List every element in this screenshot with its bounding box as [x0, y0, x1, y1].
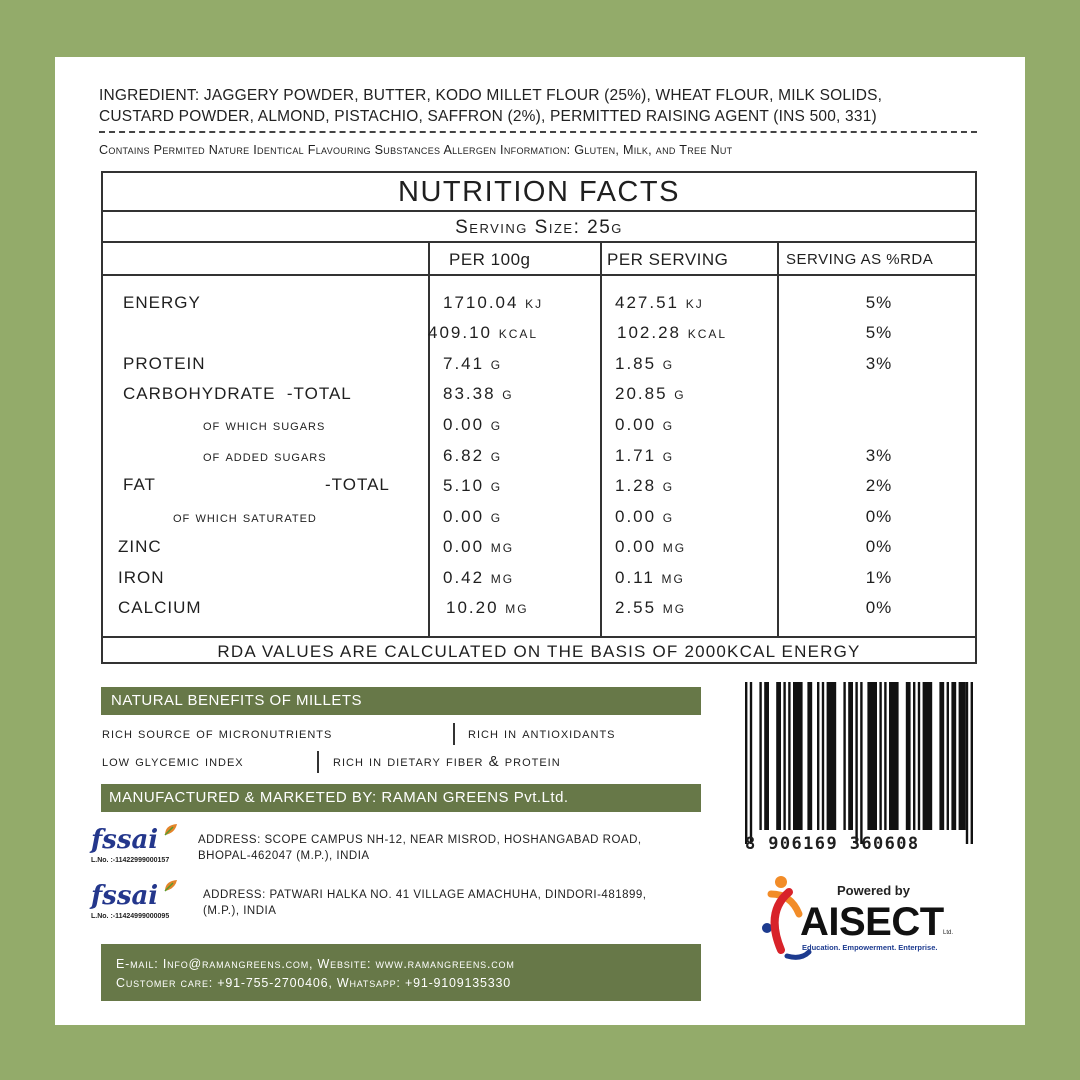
barcode-bar: [913, 682, 915, 830]
iron-rda: 1%: [865, 568, 893, 587]
row-label-iron: IRON: [118, 568, 165, 587]
barcode-bar: [867, 682, 877, 830]
energy-kj-serving: 427.51 kj: [615, 293, 704, 312]
nutrition-facts-table: [101, 171, 977, 664]
allergen-info: Contains Permited Nature Identical Flavouring Substances Allergen Information: Gluten, Milk, and Tree Nut: [99, 143, 733, 157]
contact-phone: Customer care: +91-755-2700406, Whatsapp: +91-9109135330: [116, 976, 512, 990]
barcode-bar: [855, 682, 857, 844]
row-label-calcium: CALCIUM: [118, 598, 202, 617]
fssai-logo: [91, 881, 187, 925]
address-1-line-2: BHOPAL-462047 (M.P.), INDIA: [198, 850, 370, 862]
barcode-bar: [817, 682, 819, 830]
saturated-100: 0.00 g: [443, 507, 503, 526]
label-panel: [55, 57, 1025, 1025]
iron-serving: 0.11 mg: [615, 568, 685, 587]
energy-kj-rda: 5%: [865, 293, 893, 312]
separator: [453, 723, 455, 745]
barcode-bar: [860, 682, 862, 844]
zinc-rda: 0%: [865, 537, 893, 556]
barcode-bar: [776, 682, 781, 830]
fssai-logo: [91, 825, 187, 869]
col-header-per-serving: PER SERVING: [607, 250, 729, 269]
separator: [317, 751, 319, 773]
sugars-100: 0.00 g: [443, 415, 503, 434]
barcode-bar: [918, 682, 920, 830]
serving-size: Serving Size: 25g: [455, 217, 623, 238]
contact-email-website: E-mail: Info@ramangreens.com, Website: www.ramangreens.com: [116, 957, 515, 971]
rda-footnote: RDA VALUES ARE CALCULATED ON THE BASIS OF 2000KCAL ENERGY: [217, 642, 861, 661]
benefit-item: rich in dietary fiber & protein: [333, 753, 561, 770]
row-label-zinc: ZINC: [118, 537, 162, 556]
manufacturer-heading: MANUFACTURED & MARKETED BY: RAMAN GREENS Pvt.Ltd.: [109, 789, 569, 806]
fat-rda: 2%: [865, 476, 893, 495]
barcode-bar: [971, 682, 973, 844]
barcode-bar: [745, 682, 747, 844]
row-label-carbohydrate: CARBOHYDRATE -TOTAL: [123, 384, 352, 403]
benefit-item: low glycemic index: [102, 753, 244, 770]
fat-100: 5.10 g: [443, 476, 503, 495]
calcium-100: 10.20 mg: [446, 598, 529, 617]
address-2-line-1: ADDRESS: PATWARI HALKA NO. 41 VILLAGE AMACHUHA, DINDORI-481899,: [203, 889, 647, 901]
added-sugars-serving: 1.71 g: [615, 446, 675, 465]
zinc-100: 0.00 mg: [443, 537, 515, 556]
address-2: [203, 887, 647, 919]
aisect-tagline: Education. Empowerment. Enterprise.: [802, 943, 938, 952]
divider: [103, 241, 975, 243]
fat-serving: 1.28 g: [615, 476, 675, 495]
added-sugars-100: 6.82 g: [443, 446, 503, 465]
fssai-license-number: L.No. :-11422999000157: [91, 857, 170, 864]
address-2-line-2: (M.P.), INDIA: [203, 905, 277, 917]
barcode-bar: [788, 682, 790, 830]
row-label-energy: ENERGY: [123, 293, 201, 312]
iron-100: 0.42 mg: [443, 568, 515, 587]
fssai-wordmark: fssai: [91, 825, 159, 855]
added-sugars-rda: 3%: [865, 446, 893, 465]
barcode-bar: [843, 682, 845, 830]
address-1-line-1: ADDRESS: SCOPE CAMPUS NH-12, NEAR MISROD, HOSHANGABAD ROAD,: [198, 834, 642, 846]
column-divider: [600, 241, 602, 636]
barcode-bar: [759, 682, 761, 830]
barcode: [737, 682, 977, 857]
barcode-bar: [827, 682, 837, 830]
ingredients-line-1: INGREDIENT: JAGGERY POWDER, BUTTER, KODO MILLET FLOUR (25%), WHEAT FLOUR, MILK SOLIDS,: [99, 87, 883, 104]
barcode-bar: [939, 682, 944, 830]
barcode-bar: [959, 682, 966, 830]
saturated-serving: 0.00 g: [615, 507, 675, 526]
aisect-logo: [755, 872, 965, 972]
barcode-bar: [848, 682, 853, 830]
column-divider: [428, 241, 430, 636]
benefits-heading: NATURAL BENEFITS OF MILLETS: [111, 692, 363, 709]
carbohydrate-100: 83.38 g: [443, 384, 514, 403]
energy-kcal-100: 409.10 kcal: [428, 323, 539, 342]
barcode-bar: [966, 682, 968, 844]
barcode-bar: [879, 682, 881, 830]
fssai-wordmark: fssai: [91, 881, 159, 911]
barcode-bar: [822, 682, 824, 830]
calcium-rda: 0%: [865, 598, 893, 617]
protein-rda: 3%: [865, 354, 893, 373]
divider: [103, 636, 975, 638]
aisect-powered-by: Powered by: [837, 883, 910, 898]
aisect-ltd: Ltd.: [943, 930, 954, 936]
address-1: [198, 832, 642, 864]
barcode-bar: [906, 682, 911, 830]
barcode-bar: [807, 682, 812, 830]
aisect-name: AISECT: [800, 900, 944, 944]
benefits-heading-bar: [101, 687, 701, 715]
energy-kcal-serving: 102.28 kcal: [617, 323, 728, 342]
barcode-bar: [923, 682, 933, 830]
row-label-fat-total: -TOTAL: [325, 475, 390, 494]
barcode-bar: [793, 682, 803, 830]
ingredients-line-2: CUSTARD POWDER, ALMOND, PISTACHIO, SAFFRON (2%), PERMITTED RAISING AGENT (INS 500, 331): [99, 108, 877, 125]
barcode-bar: [947, 682, 949, 830]
energy-kj-100: 1710.04 kj: [443, 293, 544, 312]
barcode-bar: [884, 682, 886, 830]
barcode-bar: [750, 682, 752, 844]
contact-bar: [101, 944, 701, 1001]
divider: [103, 210, 975, 212]
barcode-digits: 8 906169 360608: [745, 834, 920, 854]
dashed-divider: [99, 131, 977, 133]
zinc-serving: 0.00 mg: [615, 537, 687, 556]
sugars-serving: 0.00 g: [615, 415, 675, 434]
column-divider: [777, 241, 779, 636]
barcode-bar: [783, 682, 785, 830]
barcode-bar: [951, 682, 956, 830]
barcode-bar: [764, 682, 769, 830]
manufacturer-bar: [101, 784, 701, 812]
benefit-item: rich source of micronutrients: [102, 725, 333, 742]
barcode-bar: [889, 682, 899, 830]
benefit-item: rich in antioxidants: [468, 725, 616, 742]
fssai-license-number: L.No. :-11424999000095: [91, 913, 170, 920]
leaf-icon: [163, 823, 179, 837]
nutrition-title: NUTRITION FACTS: [398, 176, 680, 208]
protein-serving: 1.85 g: [615, 354, 675, 373]
carbohydrate-serving: 20.85 g: [615, 384, 686, 403]
row-label-fat: FAT: [123, 475, 156, 494]
protein-100: 7.41 g: [443, 354, 503, 373]
saturated-rda: 0%: [865, 507, 893, 526]
col-header-per100: PER 100g: [449, 250, 531, 269]
row-label-sugars: of which sugars: [203, 417, 326, 434]
energy-kcal-rda: 5%: [865, 323, 893, 342]
row-label-saturated: of which saturated: [173, 509, 317, 526]
row-label-added-sugars: of added sugars: [203, 448, 327, 465]
row-label-protein: PROTEIN: [123, 354, 206, 373]
leaf-icon: [163, 879, 179, 893]
col-header-rda: SERVING AS %RDA: [786, 251, 934, 268]
calcium-serving: 2.55 mg: [615, 598, 687, 617]
